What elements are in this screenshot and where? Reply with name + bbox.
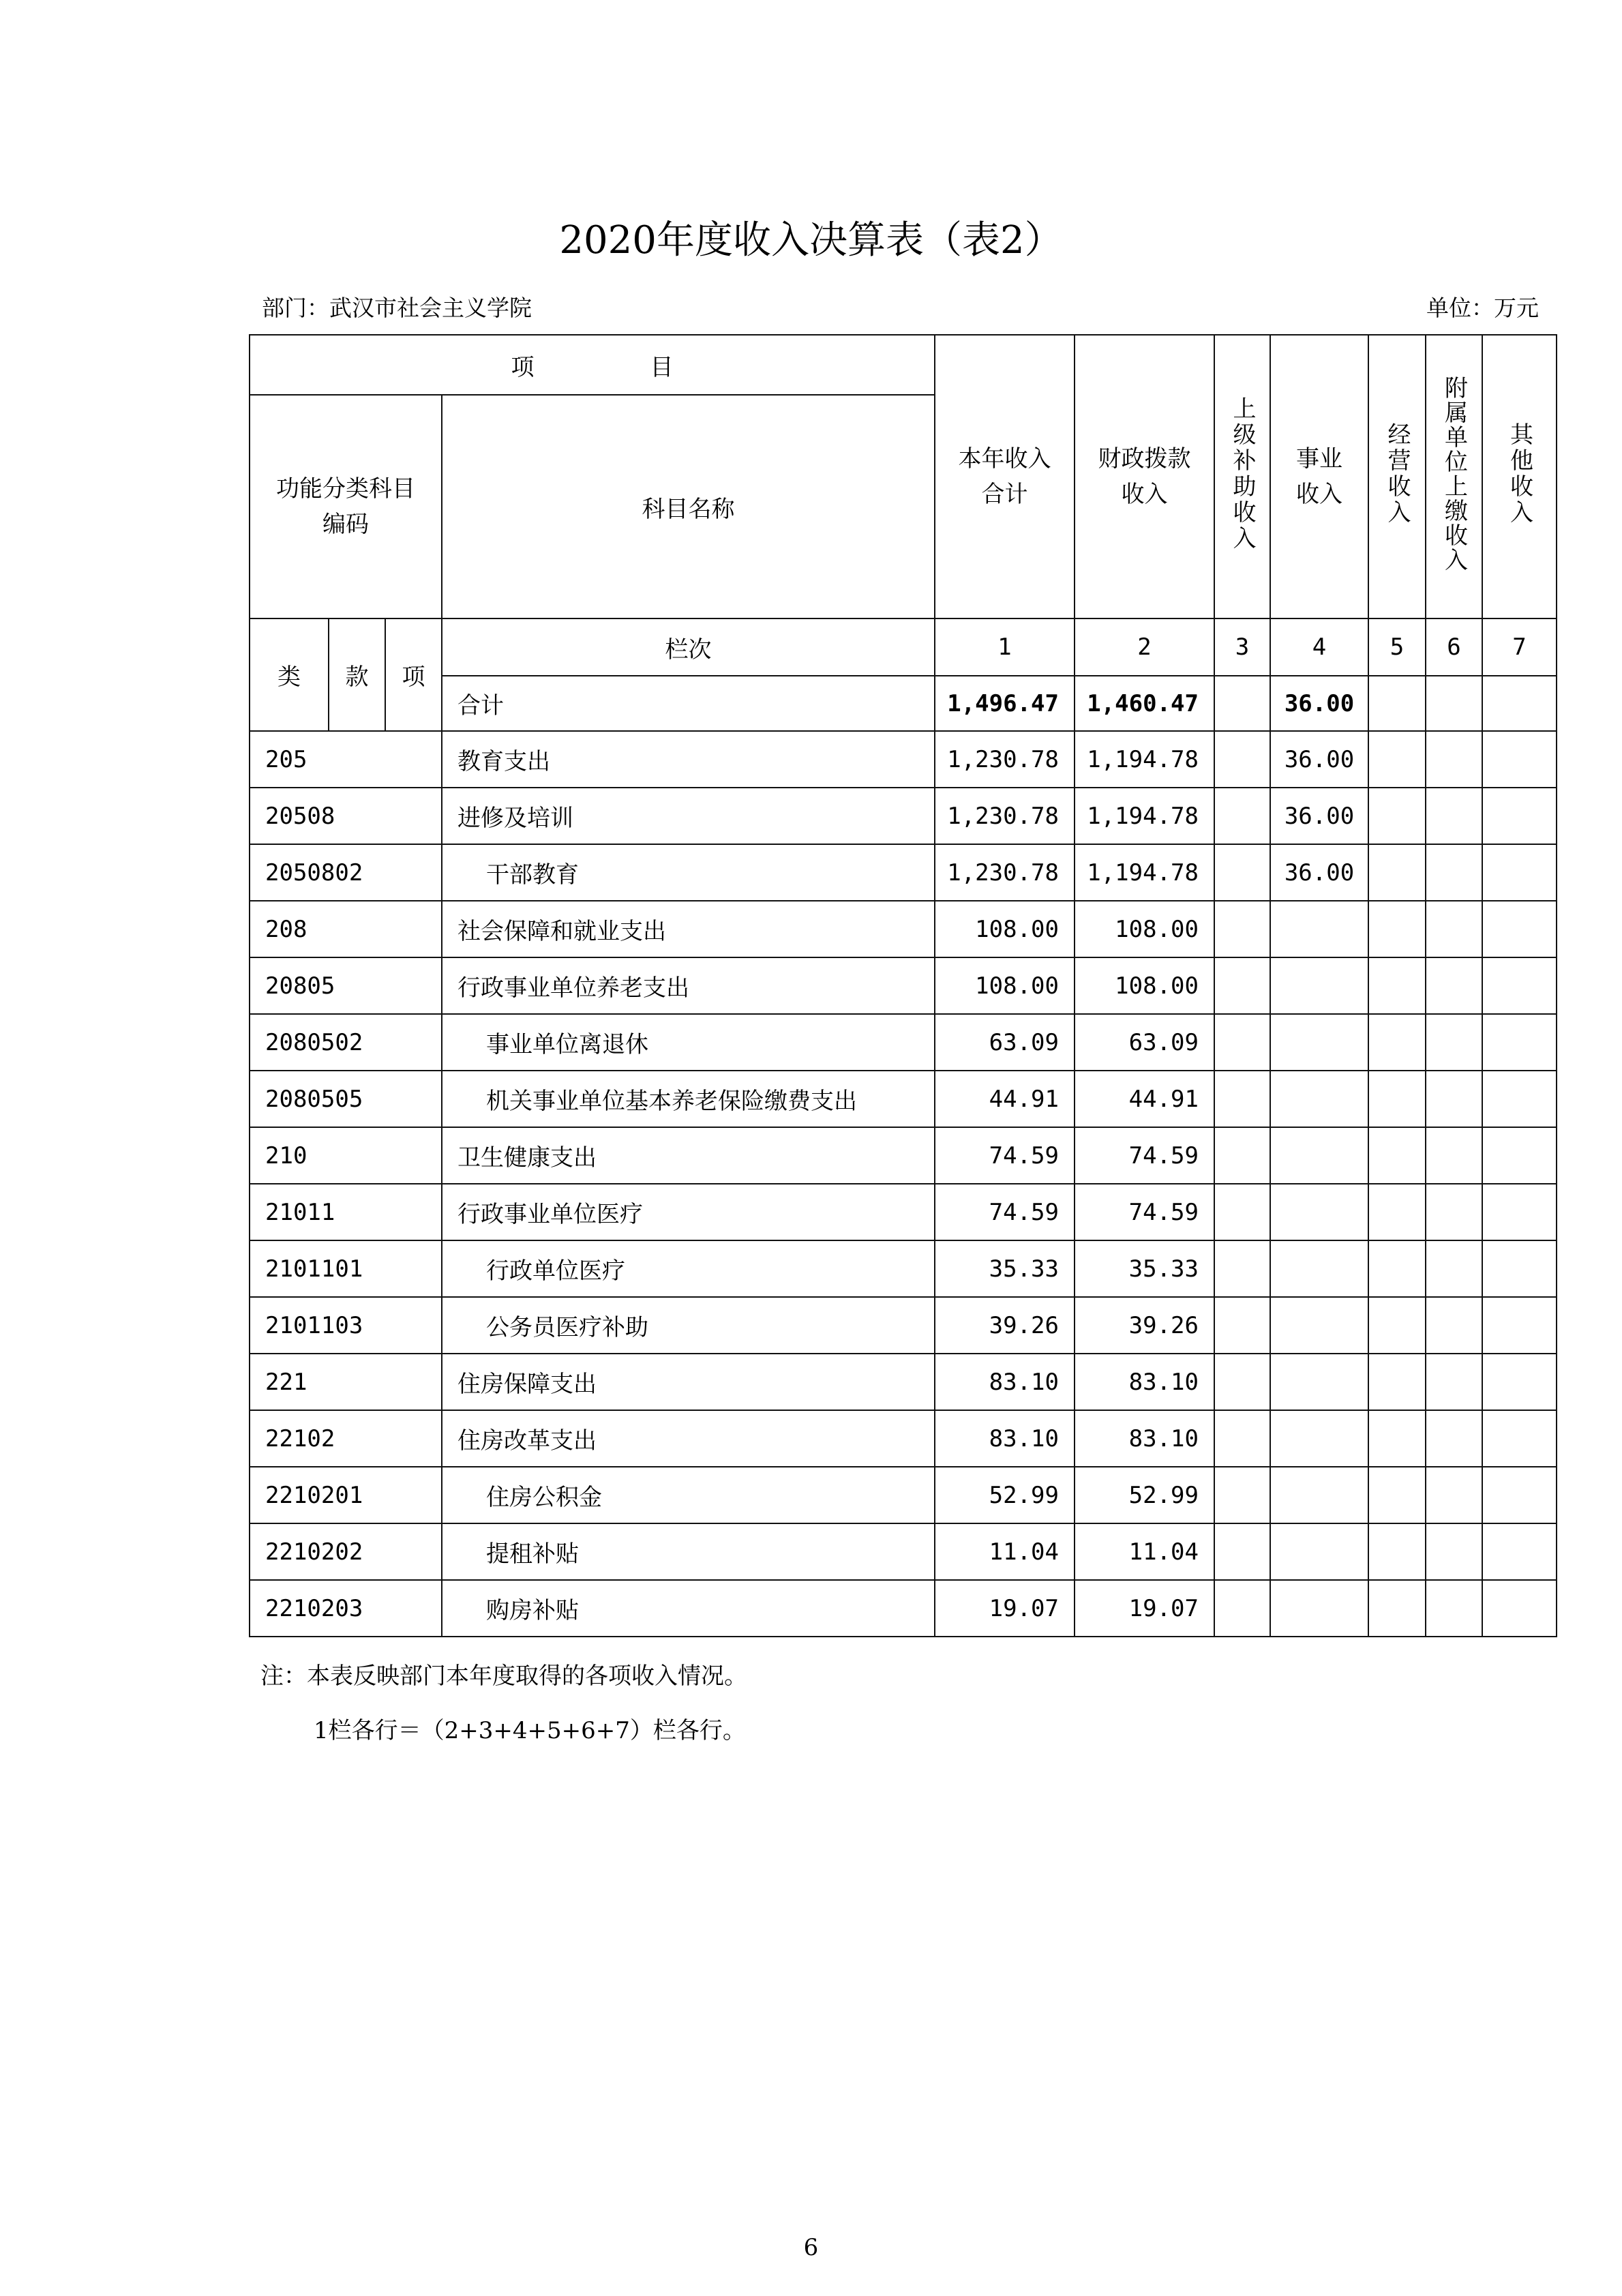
table-row xyxy=(250,844,1557,901)
row-code: 221 xyxy=(250,1354,442,1410)
income-table xyxy=(249,334,1557,1637)
row-value-7 xyxy=(1482,1354,1557,1410)
row-value-4 xyxy=(1270,1467,1368,1523)
header-entry: 项 xyxy=(385,618,442,731)
row-value-5 xyxy=(1368,731,1426,788)
table-row xyxy=(250,788,1557,844)
row-name: 教育支出 xyxy=(442,731,935,788)
row-value-6 xyxy=(1426,1523,1482,1580)
row-name: 购房补贴 xyxy=(442,1580,935,1637)
row-value-1: 108.00 xyxy=(935,957,1075,1014)
table-row xyxy=(250,1467,1557,1523)
row-value-2: 11.04 xyxy=(1075,1523,1214,1580)
total-value-7 xyxy=(1482,676,1557,731)
row-value-2: 1,194.78 xyxy=(1075,844,1214,901)
header-col-other xyxy=(1482,335,1557,618)
row-value-7 xyxy=(1482,1297,1557,1354)
table-row xyxy=(250,1297,1557,1354)
row-value-5 xyxy=(1368,1240,1426,1297)
row-value-6 xyxy=(1426,844,1482,901)
index-2: 2 xyxy=(1075,618,1214,676)
row-code: 20508 xyxy=(250,788,442,844)
row-value-1: 74.59 xyxy=(935,1127,1075,1184)
row-value-5 xyxy=(1368,1071,1426,1127)
row-value-2: 83.10 xyxy=(1075,1410,1214,1467)
header-col-total-text: 本年收入合计 xyxy=(958,445,1051,508)
row-value-6 xyxy=(1426,1184,1482,1240)
row-value-7 xyxy=(1482,1523,1557,1580)
row-value-3 xyxy=(1214,1467,1270,1523)
row-value-6 xyxy=(1426,1354,1482,1410)
row-value-7 xyxy=(1482,1580,1557,1637)
row-value-2: 39.26 xyxy=(1075,1297,1214,1354)
row-value-7 xyxy=(1482,844,1557,901)
table-row xyxy=(250,731,1557,788)
header-col-fiscal-text: 财政拨款收入 xyxy=(1098,445,1191,508)
row-value-6 xyxy=(1426,901,1482,957)
row-value-5 xyxy=(1368,1014,1426,1071)
row-value-1: 39.26 xyxy=(935,1297,1075,1354)
row-value-5 xyxy=(1368,1580,1426,1637)
row-value-6 xyxy=(1426,1467,1482,1523)
header-col-superior-text: 上级补助收入 xyxy=(1229,396,1256,552)
row-value-3 xyxy=(1214,1184,1270,1240)
index-5: 5 xyxy=(1368,618,1426,676)
row-value-2: 1,194.78 xyxy=(1075,788,1214,844)
row-value-6 xyxy=(1426,731,1482,788)
row-value-2: 74.59 xyxy=(1075,1184,1214,1240)
total-value-5 xyxy=(1368,676,1426,731)
row-value-2: 108.00 xyxy=(1075,901,1214,957)
note-line-1: 注：本表反映部门本年度取得的各项收入情况。 xyxy=(260,1663,747,1690)
header-item: 项 目 xyxy=(250,335,935,395)
row-value-2: 44.91 xyxy=(1075,1071,1214,1127)
row-value-4 xyxy=(1270,1354,1368,1410)
total-value-3 xyxy=(1214,676,1270,731)
page-title: 2020年度收入决算表（表2） xyxy=(559,218,1063,263)
row-name: 卫生健康支出 xyxy=(442,1127,935,1184)
row-value-4 xyxy=(1270,1297,1368,1354)
row-value-6 xyxy=(1426,1127,1482,1184)
row-name: 行政单位医疗 xyxy=(442,1240,935,1297)
header-section: 款 xyxy=(329,618,385,731)
row-value-6 xyxy=(1426,957,1482,1014)
row-name: 提租补贴 xyxy=(442,1523,935,1580)
row-value-1: 19.07 xyxy=(935,1580,1075,1637)
row-name: 住房改革支出 xyxy=(442,1410,935,1467)
row-value-7 xyxy=(1482,957,1557,1014)
index-7: 7 xyxy=(1482,618,1557,676)
table-row xyxy=(250,1014,1557,1071)
table-row xyxy=(250,1410,1557,1467)
row-value-7 xyxy=(1482,1410,1557,1467)
header-col-affiliated xyxy=(1426,335,1482,618)
row-value-4 xyxy=(1270,1127,1368,1184)
row-value-3 xyxy=(1214,1354,1270,1410)
row-value-6 xyxy=(1426,1014,1482,1071)
row-value-1: 74.59 xyxy=(935,1184,1075,1240)
row-value-1: 11.04 xyxy=(935,1523,1075,1580)
header-col-total xyxy=(935,335,1075,618)
row-value-1: 83.10 xyxy=(935,1354,1075,1410)
total-label: 合计 xyxy=(442,676,935,731)
header-col-affiliated-text: 附属单位上缴收入 xyxy=(1440,375,1468,572)
row-value-1: 63.09 xyxy=(935,1014,1075,1071)
row-code: 2050802 xyxy=(250,844,442,901)
row-value-5 xyxy=(1368,957,1426,1014)
header-col-fiscal xyxy=(1075,335,1214,618)
row-value-7 xyxy=(1482,1184,1557,1240)
row-value-2: 35.33 xyxy=(1075,1240,1214,1297)
row-code: 2210201 xyxy=(250,1467,442,1523)
row-name: 事业单位离退休 xyxy=(442,1014,935,1071)
index-1: 1 xyxy=(935,618,1075,676)
unit-label: 单位：万元 xyxy=(1426,295,1539,321)
row-value-1: 44.91 xyxy=(935,1071,1075,1127)
row-value-5 xyxy=(1368,1467,1426,1523)
row-value-7 xyxy=(1482,1014,1557,1071)
row-value-3 xyxy=(1214,1297,1270,1354)
row-value-5 xyxy=(1368,901,1426,957)
row-value-7 xyxy=(1482,1240,1557,1297)
row-value-5 xyxy=(1368,1297,1426,1354)
row-code: 22102 xyxy=(250,1410,442,1467)
row-value-4 xyxy=(1270,1071,1368,1127)
row-name: 社会保障和就业支出 xyxy=(442,901,935,957)
row-value-6 xyxy=(1426,1240,1482,1297)
header-col-superior xyxy=(1214,335,1270,618)
row-value-3 xyxy=(1214,844,1270,901)
table-row xyxy=(250,901,1557,957)
row-value-5 xyxy=(1368,1354,1426,1410)
note-line-2: 1栏各行＝（2+3+4+5+6+7）栏各行。 xyxy=(314,1717,746,1744)
row-value-2: 83.10 xyxy=(1075,1354,1214,1410)
row-value-3 xyxy=(1214,1523,1270,1580)
row-value-6 xyxy=(1426,1580,1482,1637)
row-value-4 xyxy=(1270,1240,1368,1297)
table-row xyxy=(250,1071,1557,1127)
header-col-other-text: 其他收入 xyxy=(1505,421,1533,526)
row-value-2: 74.59 xyxy=(1075,1127,1214,1184)
row-name: 住房公积金 xyxy=(442,1467,935,1523)
row-value-4 xyxy=(1270,901,1368,957)
row-value-4 xyxy=(1270,1014,1368,1071)
row-value-5 xyxy=(1368,1523,1426,1580)
page-number: 6 xyxy=(803,2234,819,2261)
row-value-1: 1,230.78 xyxy=(935,731,1075,788)
row-value-6 xyxy=(1426,1071,1482,1127)
table-row xyxy=(250,1580,1557,1637)
row-code: 21011 xyxy=(250,1184,442,1240)
total-row xyxy=(250,676,1557,731)
header-column-index: 栏次 xyxy=(442,618,935,676)
table-row xyxy=(250,957,1557,1014)
row-value-7 xyxy=(1482,788,1557,844)
row-value-4 xyxy=(1270,957,1368,1014)
row-name: 行政事业单位养老支出 xyxy=(442,957,935,1014)
header-subject-name: 科目名称 xyxy=(442,395,935,618)
row-value-5 xyxy=(1368,1410,1426,1467)
row-code: 2210202 xyxy=(250,1523,442,1580)
row-value-5 xyxy=(1368,1184,1426,1240)
row-value-7 xyxy=(1482,1127,1557,1184)
row-value-6 xyxy=(1426,1297,1482,1354)
row-value-3 xyxy=(1214,1580,1270,1637)
row-value-2: 108.00 xyxy=(1075,957,1214,1014)
row-value-1: 52.99 xyxy=(935,1467,1075,1523)
table-row xyxy=(250,1184,1557,1240)
row-code: 2101103 xyxy=(250,1297,442,1354)
row-code: 210 xyxy=(250,1127,442,1184)
row-code: 205 xyxy=(250,731,442,788)
row-value-4: 36.00 xyxy=(1270,844,1368,901)
row-value-6 xyxy=(1426,788,1482,844)
row-value-3 xyxy=(1214,788,1270,844)
row-name: 进修及培训 xyxy=(442,788,935,844)
row-code: 2080505 xyxy=(250,1071,442,1127)
header-col-operating xyxy=(1368,335,1426,618)
row-value-6 xyxy=(1426,1410,1482,1467)
row-name: 行政事业单位医疗 xyxy=(442,1184,935,1240)
header-col-business xyxy=(1270,335,1368,618)
row-name: 机关事业单位基本养老保险缴费支出 xyxy=(442,1071,935,1127)
index-3: 3 xyxy=(1214,618,1270,676)
row-code: 2101101 xyxy=(250,1240,442,1297)
row-code: 2210203 xyxy=(250,1580,442,1637)
total-value-2: 1,460.47 xyxy=(1075,676,1214,731)
row-value-3 xyxy=(1214,1014,1270,1071)
table-row xyxy=(250,1354,1557,1410)
row-value-7 xyxy=(1482,731,1557,788)
row-value-4 xyxy=(1270,1580,1368,1637)
row-value-5 xyxy=(1368,1127,1426,1184)
row-value-5 xyxy=(1368,788,1426,844)
table-row xyxy=(250,1127,1557,1184)
row-value-3 xyxy=(1214,957,1270,1014)
header-function-code-text: 功能分类科目编码 xyxy=(276,475,415,538)
row-value-7 xyxy=(1482,901,1557,957)
index-6: 6 xyxy=(1426,618,1482,676)
header-col-business-text: 事业收入 xyxy=(1296,445,1342,508)
row-value-3 xyxy=(1214,1240,1270,1297)
header-class: 类 xyxy=(250,618,329,731)
row-name: 公务员医疗补助 xyxy=(442,1297,935,1354)
row-code: 208 xyxy=(250,901,442,957)
row-value-3 xyxy=(1214,731,1270,788)
row-value-7 xyxy=(1482,1071,1557,1127)
row-value-2: 63.09 xyxy=(1075,1014,1214,1071)
row-value-7 xyxy=(1482,1467,1557,1523)
row-value-3 xyxy=(1214,1410,1270,1467)
row-value-1: 1,230.78 xyxy=(935,788,1075,844)
row-value-4 xyxy=(1270,1523,1368,1580)
header-col-operating-text: 经营收入 xyxy=(1383,421,1411,526)
header-function-code xyxy=(250,395,442,618)
total-value-1: 1,496.47 xyxy=(935,676,1075,731)
table-row xyxy=(250,1240,1557,1297)
row-value-1: 35.33 xyxy=(935,1240,1075,1297)
total-value-6 xyxy=(1426,676,1482,731)
row-code: 20805 xyxy=(250,957,442,1014)
row-value-1: 83.10 xyxy=(935,1410,1075,1467)
row-value-2: 19.07 xyxy=(1075,1580,1214,1637)
index-4: 4 xyxy=(1270,618,1368,676)
row-code: 2080502 xyxy=(250,1014,442,1071)
row-value-1: 1,230.78 xyxy=(935,844,1075,901)
row-value-4 xyxy=(1270,1184,1368,1240)
row-value-1: 108.00 xyxy=(935,901,1075,957)
row-value-2: 52.99 xyxy=(1075,1467,1214,1523)
row-value-5 xyxy=(1368,844,1426,901)
table-row xyxy=(250,1523,1557,1580)
row-name: 干部教育 xyxy=(442,844,935,901)
row-value-3 xyxy=(1214,1071,1270,1127)
row-value-2: 1,194.78 xyxy=(1075,731,1214,788)
row-value-3 xyxy=(1214,901,1270,957)
row-value-4: 36.00 xyxy=(1270,788,1368,844)
row-value-4: 36.00 xyxy=(1270,731,1368,788)
total-value-4: 36.00 xyxy=(1270,676,1368,731)
row-name: 住房保障支出 xyxy=(442,1354,935,1410)
department-label: 部门：武汉市社会主义学院 xyxy=(262,295,532,321)
row-value-3 xyxy=(1214,1127,1270,1184)
row-value-4 xyxy=(1270,1410,1368,1467)
